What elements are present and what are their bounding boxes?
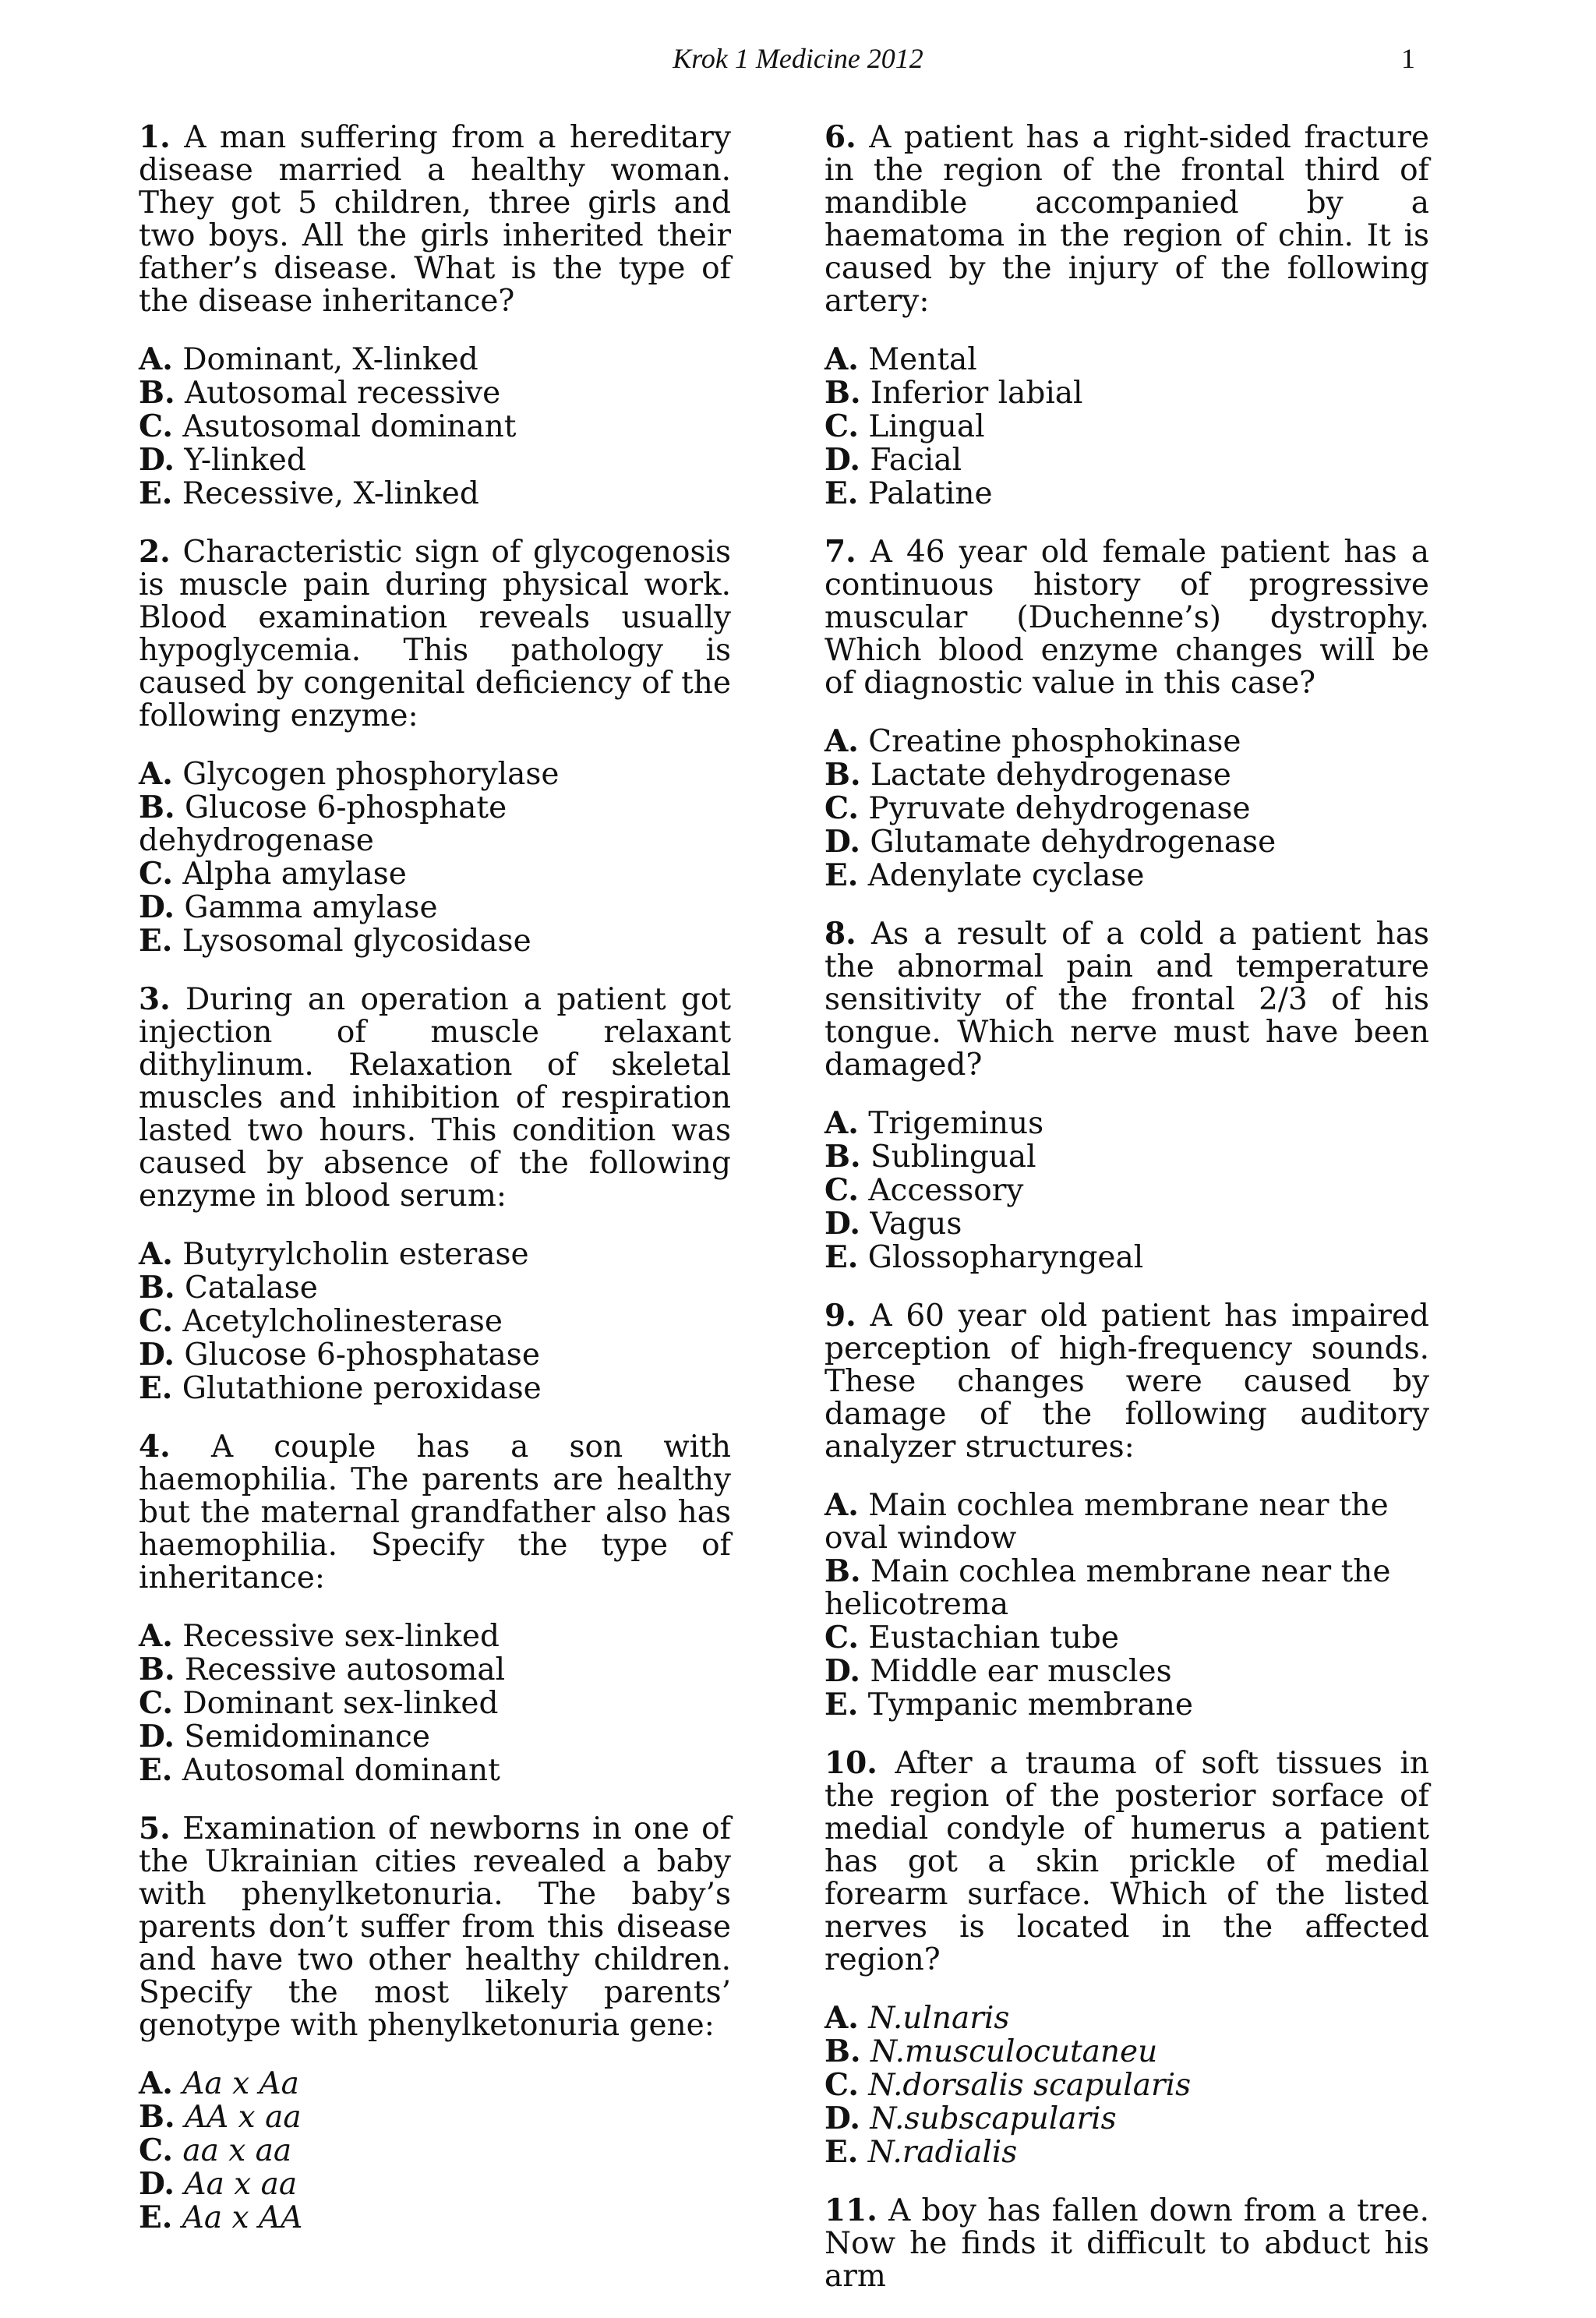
- option-text: Facial: [870, 443, 962, 478]
- question-stem: [824, 121, 1429, 318]
- option-letter: D.: [139, 1719, 175, 1754]
- option-text: Alpha amylase: [182, 857, 407, 892]
- question-text: As a result of a cold a patient has the abnormal pain and temperature sensitivity of the frontal 2/3 of his tongue. Which nerve must have been damaged?: [824, 917, 1429, 1083]
- question-number: 3.: [139, 981, 171, 1017]
- option-letter: E.: [139, 923, 173, 959]
- answer-option: [139, 1305, 731, 1338]
- option-letter: A.: [139, 1618, 173, 1654]
- option-letter: B.: [824, 1139, 861, 1175]
- answer-option: [139, 1238, 731, 1271]
- answer-option: [139, 1687, 731, 1720]
- question-text: During an operation a patient got injection of muscle relaxant dithylinum. Relaxation of skeletal muscles and inhibition of respiration lasted two hours. This condition was caused by absence of the following enzyme in blood serum:: [139, 982, 731, 1214]
- option-text: Dominant sex-linked: [182, 1686, 499, 1721]
- left-column: [139, 121, 731, 2260]
- option-text: Acetylcholinesterase: [182, 1304, 503, 1339]
- option-letter: C.: [139, 408, 173, 444]
- option-letter: A.: [824, 1105, 859, 1141]
- option-text: Catalase: [184, 1270, 318, 1306]
- option-text: Y-linked: [184, 443, 306, 478]
- question-8: [824, 917, 1429, 1274]
- question-7: [824, 535, 1429, 892]
- answer-option: [139, 857, 731, 891]
- answer-option: [139, 376, 731, 410]
- option-text: Main cochlea membrane near the helicotrema: [824, 1554, 1391, 1622]
- option-text: Pyruvate dehydrogenase: [868, 791, 1251, 826]
- question-text: A patient has a right-sided fracture in the region of the frontal third of mandible accompanied by a haematoma in the region of chin. It is caused by the injury of the following artery:: [824, 120, 1430, 319]
- question-number: 11.: [824, 2193, 877, 2228]
- answer-option: [139, 1620, 731, 1653]
- answer-option: [824, 343, 1429, 376]
- option-text: Aa x AA: [182, 2200, 303, 2235]
- answer-option: [824, 1555, 1429, 1621]
- question-text: A couple has a son with haemophilia. The parents are healthy but the maternal grandfather also has haemophilia. Specify the type of inheritance:: [139, 1429, 731, 1595]
- answer-option: [139, 924, 731, 958]
- option-text: Dominant, X-linked: [182, 342, 478, 377]
- question-10: [824, 1747, 1429, 2169]
- option-text: Creatine phosphokinase: [868, 724, 1241, 759]
- question-stem: [139, 983, 731, 1213]
- answer-option: [139, 2101, 731, 2134]
- option-letter: E.: [824, 475, 859, 511]
- option-text: N.dorsalis scapularis: [868, 2068, 1192, 2103]
- question-number: 9.: [824, 1298, 856, 1334]
- option-text: Butyrylcholin esterase: [182, 1237, 529, 1272]
- answer-option: [824, 859, 1429, 892]
- option-text: Mental: [868, 342, 977, 377]
- answer-option: [139, 891, 731, 924]
- question-number: 6.: [824, 119, 856, 155]
- question-1: [139, 121, 731, 511]
- answer-option: [824, 1140, 1429, 1174]
- option-letter: C.: [824, 2067, 859, 2103]
- answer-option: [139, 1372, 731, 1405]
- question-number: 7.: [824, 534, 856, 570]
- answer-option: [139, 1754, 731, 1787]
- option-text: Lactate dehydrogenase: [870, 758, 1231, 793]
- option-letter: C.: [824, 1172, 859, 1208]
- option-letter: E.: [139, 1370, 173, 1406]
- question-stem: [824, 535, 1429, 700]
- option-letter: C.: [139, 1303, 173, 1339]
- question-stem: [139, 1812, 731, 2042]
- option-letter: C.: [139, 1685, 173, 1721]
- answer-option: [824, 1489, 1429, 1555]
- answer-option: [139, 1338, 731, 1372]
- answer-option: [139, 791, 731, 857]
- question-5: [139, 1812, 731, 2235]
- option-letter: C.: [824, 1620, 859, 1655]
- question-text: Examination of newborns in one of the Ukrainian cities revealed a baby with phenylketonuria. The baby’s parents don’t suffer from this disease and have two other healthy children. Specify the most likely parents’ genotype with phenylketonuria gene:: [139, 1811, 731, 2043]
- option-letter: E.: [139, 1752, 173, 1788]
- answer-options: [139, 2067, 731, 2235]
- question-number: 4.: [139, 1429, 171, 1465]
- right-column: [824, 121, 1429, 2318]
- option-text: Recessive, X-linked: [182, 476, 479, 511]
- option-text: Aa x aa: [184, 2167, 298, 2202]
- question-stem: [824, 2194, 1429, 2293]
- option-letter: D.: [824, 1653, 861, 1689]
- answer-option: [824, 1621, 1429, 1655]
- option-text: Eustachian tube: [868, 1620, 1119, 1655]
- answer-option: [139, 477, 731, 511]
- answer-option: [824, 792, 1429, 825]
- answer-option: [824, 758, 1429, 792]
- answer-option: [139, 758, 731, 791]
- answer-options: [824, 2002, 1429, 2169]
- answer-options: [139, 1238, 731, 1405]
- answer-option: [139, 2067, 731, 2101]
- answer-option: [824, 2035, 1429, 2069]
- option-letter: C.: [824, 408, 859, 444]
- question-text: A 60 year old patient has impaired perception of high-frequency sounds. These changes were caused by damage of the following auditory analyzer structures:: [824, 1299, 1429, 1465]
- question-text: After a trauma of soft tissues in the region of the posterior sorface of medial condyle of humerus a patient has got a skin prickle of medial forearm surface. Which of the listed nerves is located in the affected region?: [824, 1746, 1429, 1977]
- question-number: 10.: [824, 1745, 877, 1781]
- answer-option: [824, 443, 1429, 477]
- question-3: [139, 983, 731, 1405]
- option-text: Lysosomal glycosidase: [182, 924, 531, 959]
- option-text: Lingual: [868, 409, 985, 444]
- answer-option: [824, 1207, 1429, 1241]
- question-9: [824, 1299, 1429, 1722]
- option-letter: E.: [824, 1239, 859, 1275]
- option-text: Middle ear muscles: [870, 1654, 1172, 1689]
- option-letter: B.: [139, 2099, 175, 2135]
- question-11: [824, 2194, 1429, 2293]
- option-letter: A.: [824, 2000, 859, 2036]
- answer-option: [824, 1107, 1429, 1140]
- option-letter: B.: [139, 1652, 175, 1687]
- option-text: N.radialis: [867, 2135, 1018, 2170]
- answer-option: [824, 2002, 1429, 2035]
- option-letter: C.: [139, 856, 173, 892]
- option-letter: E.: [824, 2134, 859, 2170]
- option-text: Vagus: [870, 1207, 962, 1242]
- answer-options: [824, 725, 1429, 892]
- option-letter: D.: [824, 824, 861, 860]
- option-letter: A.: [139, 341, 173, 377]
- question-text: A boy has fallen down from a tree. Now he finds it difficult to abduct his arm: [824, 2193, 1429, 2294]
- option-text: Trigeminus: [868, 1106, 1044, 1141]
- question-number: 8.: [824, 916, 856, 952]
- option-text: N.subscapularis: [870, 2101, 1117, 2136]
- answer-options: [139, 1620, 731, 1787]
- answer-option: [824, 2069, 1429, 2102]
- answer-option: [824, 2102, 1429, 2136]
- answer-option: [824, 376, 1429, 410]
- option-letter: B.: [824, 757, 861, 793]
- option-letter: D.: [824, 2101, 861, 2136]
- option-text: Glycogen phosphorylase: [182, 757, 560, 792]
- answer-option: [139, 443, 731, 477]
- answer-option: [824, 1688, 1429, 1722]
- answer-option: [139, 343, 731, 376]
- answer-option: [139, 2168, 731, 2201]
- option-text: Semidominance: [184, 1719, 430, 1754]
- answer-option: [824, 2136, 1429, 2169]
- option-letter: C.: [139, 2132, 173, 2168]
- question-2: [139, 535, 731, 958]
- answer-option: [824, 477, 1429, 511]
- option-letter: A.: [139, 1236, 173, 1272]
- option-text: Accessory: [868, 1173, 1024, 1208]
- answer-option: [824, 725, 1429, 758]
- option-text: Adenylate cyclase: [867, 858, 1145, 893]
- option-letter: D.: [824, 1206, 861, 1242]
- option-letter: D.: [139, 889, 175, 925]
- option-letter: E.: [139, 475, 173, 511]
- option-letter: B.: [139, 375, 175, 411]
- option-letter: A.: [139, 756, 173, 792]
- option-letter: A.: [824, 341, 859, 377]
- option-text: N.musculocutaneu: [870, 2034, 1158, 2069]
- option-letter: D.: [139, 442, 175, 478]
- option-letter: A.: [824, 1487, 859, 1523]
- option-text: Gamma amylase: [184, 890, 438, 925]
- option-text: Glutathione peroxidase: [182, 1371, 542, 1406]
- answer-option: [139, 1720, 731, 1754]
- question-text: Characteristic sign of glycogenosis is muscle pain during physical work. Blood examination reveals usually hypoglycemia. This pathology is caused by congenital deficiency of the following enzyme:: [139, 535, 731, 733]
- option-letter: A.: [139, 2065, 173, 2101]
- option-text: Main cochlea membrane near the oval window: [824, 1488, 1389, 1556]
- option-text: Autosomal recessive: [184, 376, 501, 411]
- option-letter: A.: [824, 723, 859, 759]
- answer-option: [139, 410, 731, 443]
- option-text: Glucose 6-phosphatase: [184, 1337, 540, 1373]
- option-text: N.ulnaris: [868, 2001, 1010, 2036]
- question-number: 5.: [139, 1811, 171, 1846]
- option-letter: D.: [139, 2166, 175, 2202]
- page-number: 1: [1401, 43, 1415, 74]
- question-stem: [139, 121, 731, 318]
- answer-options: [139, 343, 731, 511]
- option-letter: B.: [824, 375, 861, 411]
- option-text: Recessive sex-linked: [182, 1619, 500, 1654]
- answer-option: [139, 2201, 731, 2235]
- answer-option: [824, 1655, 1429, 1688]
- page-header-title: Krok 1 Medicine 2012: [673, 43, 923, 74]
- answer-options: [824, 1489, 1429, 1722]
- answer-options: [824, 343, 1429, 511]
- option-text: Palatine: [867, 476, 993, 511]
- question-4: [139, 1430, 731, 1787]
- question-stem: [824, 917, 1429, 1082]
- answer-option: [139, 1653, 731, 1687]
- option-letter: D.: [824, 442, 861, 478]
- question-number: 2.: [139, 534, 171, 570]
- option-letter: B.: [824, 2034, 861, 2069]
- question-6: [824, 121, 1429, 511]
- option-letter: E.: [824, 1687, 859, 1723]
- answer-option: [139, 1271, 731, 1305]
- option-text: Autosomal dominant: [182, 1753, 500, 1788]
- option-text: Aa x Aa: [182, 2066, 299, 2101]
- answer-option: [824, 1241, 1429, 1274]
- answer-options: [139, 758, 731, 958]
- question-text: A man suffering from a hereditary disease married a healthy woman. They got 5 children, three girls and two boys. All the girls inherited their father’s disease. What is the type of the disease inheritance?: [139, 120, 731, 319]
- answer-option: [824, 1174, 1429, 1207]
- option-letter: D.: [139, 1337, 175, 1373]
- answer-option: [824, 410, 1429, 443]
- option-text: AA x aa: [184, 2100, 302, 2135]
- question-stem: [824, 1299, 1429, 1464]
- option-text: Glutamate dehydrogenase: [870, 825, 1276, 860]
- question-stem: [139, 1430, 731, 1595]
- answer-option: [824, 825, 1429, 859]
- question-stem: [139, 535, 731, 733]
- option-letter: E.: [824, 857, 859, 893]
- answer-option: [139, 2134, 731, 2168]
- option-letter: B.: [139, 790, 175, 825]
- question-number: 1.: [139, 119, 171, 155]
- option-letter: B.: [139, 1270, 175, 1306]
- option-text: Asutosomal dominant: [182, 409, 517, 444]
- question-text: A 46 year old female patient has a continuous history of progressive muscular (Duchenne’s) dystrophy. Which blood enzyme changes will be of diagnostic value in this case?: [824, 535, 1429, 701]
- option-text: Recessive autosomal: [184, 1652, 506, 1687]
- option-text: Glucose 6-phosphate dehydrogenase: [139, 790, 507, 858]
- option-text: aa x aa: [182, 2133, 292, 2168]
- option-letter: B.: [824, 1553, 861, 1589]
- option-letter: C.: [824, 790, 859, 826]
- option-text: Glossopharyngeal: [867, 1240, 1144, 1275]
- option-text: Inferior labial: [870, 376, 1083, 411]
- option-text: Tympanic membrane: [867, 1687, 1193, 1723]
- option-letter: E.: [139, 2200, 173, 2235]
- option-text: Sublingual: [870, 1140, 1036, 1175]
- question-stem: [824, 1747, 1429, 1977]
- answer-options: [824, 1107, 1429, 1274]
